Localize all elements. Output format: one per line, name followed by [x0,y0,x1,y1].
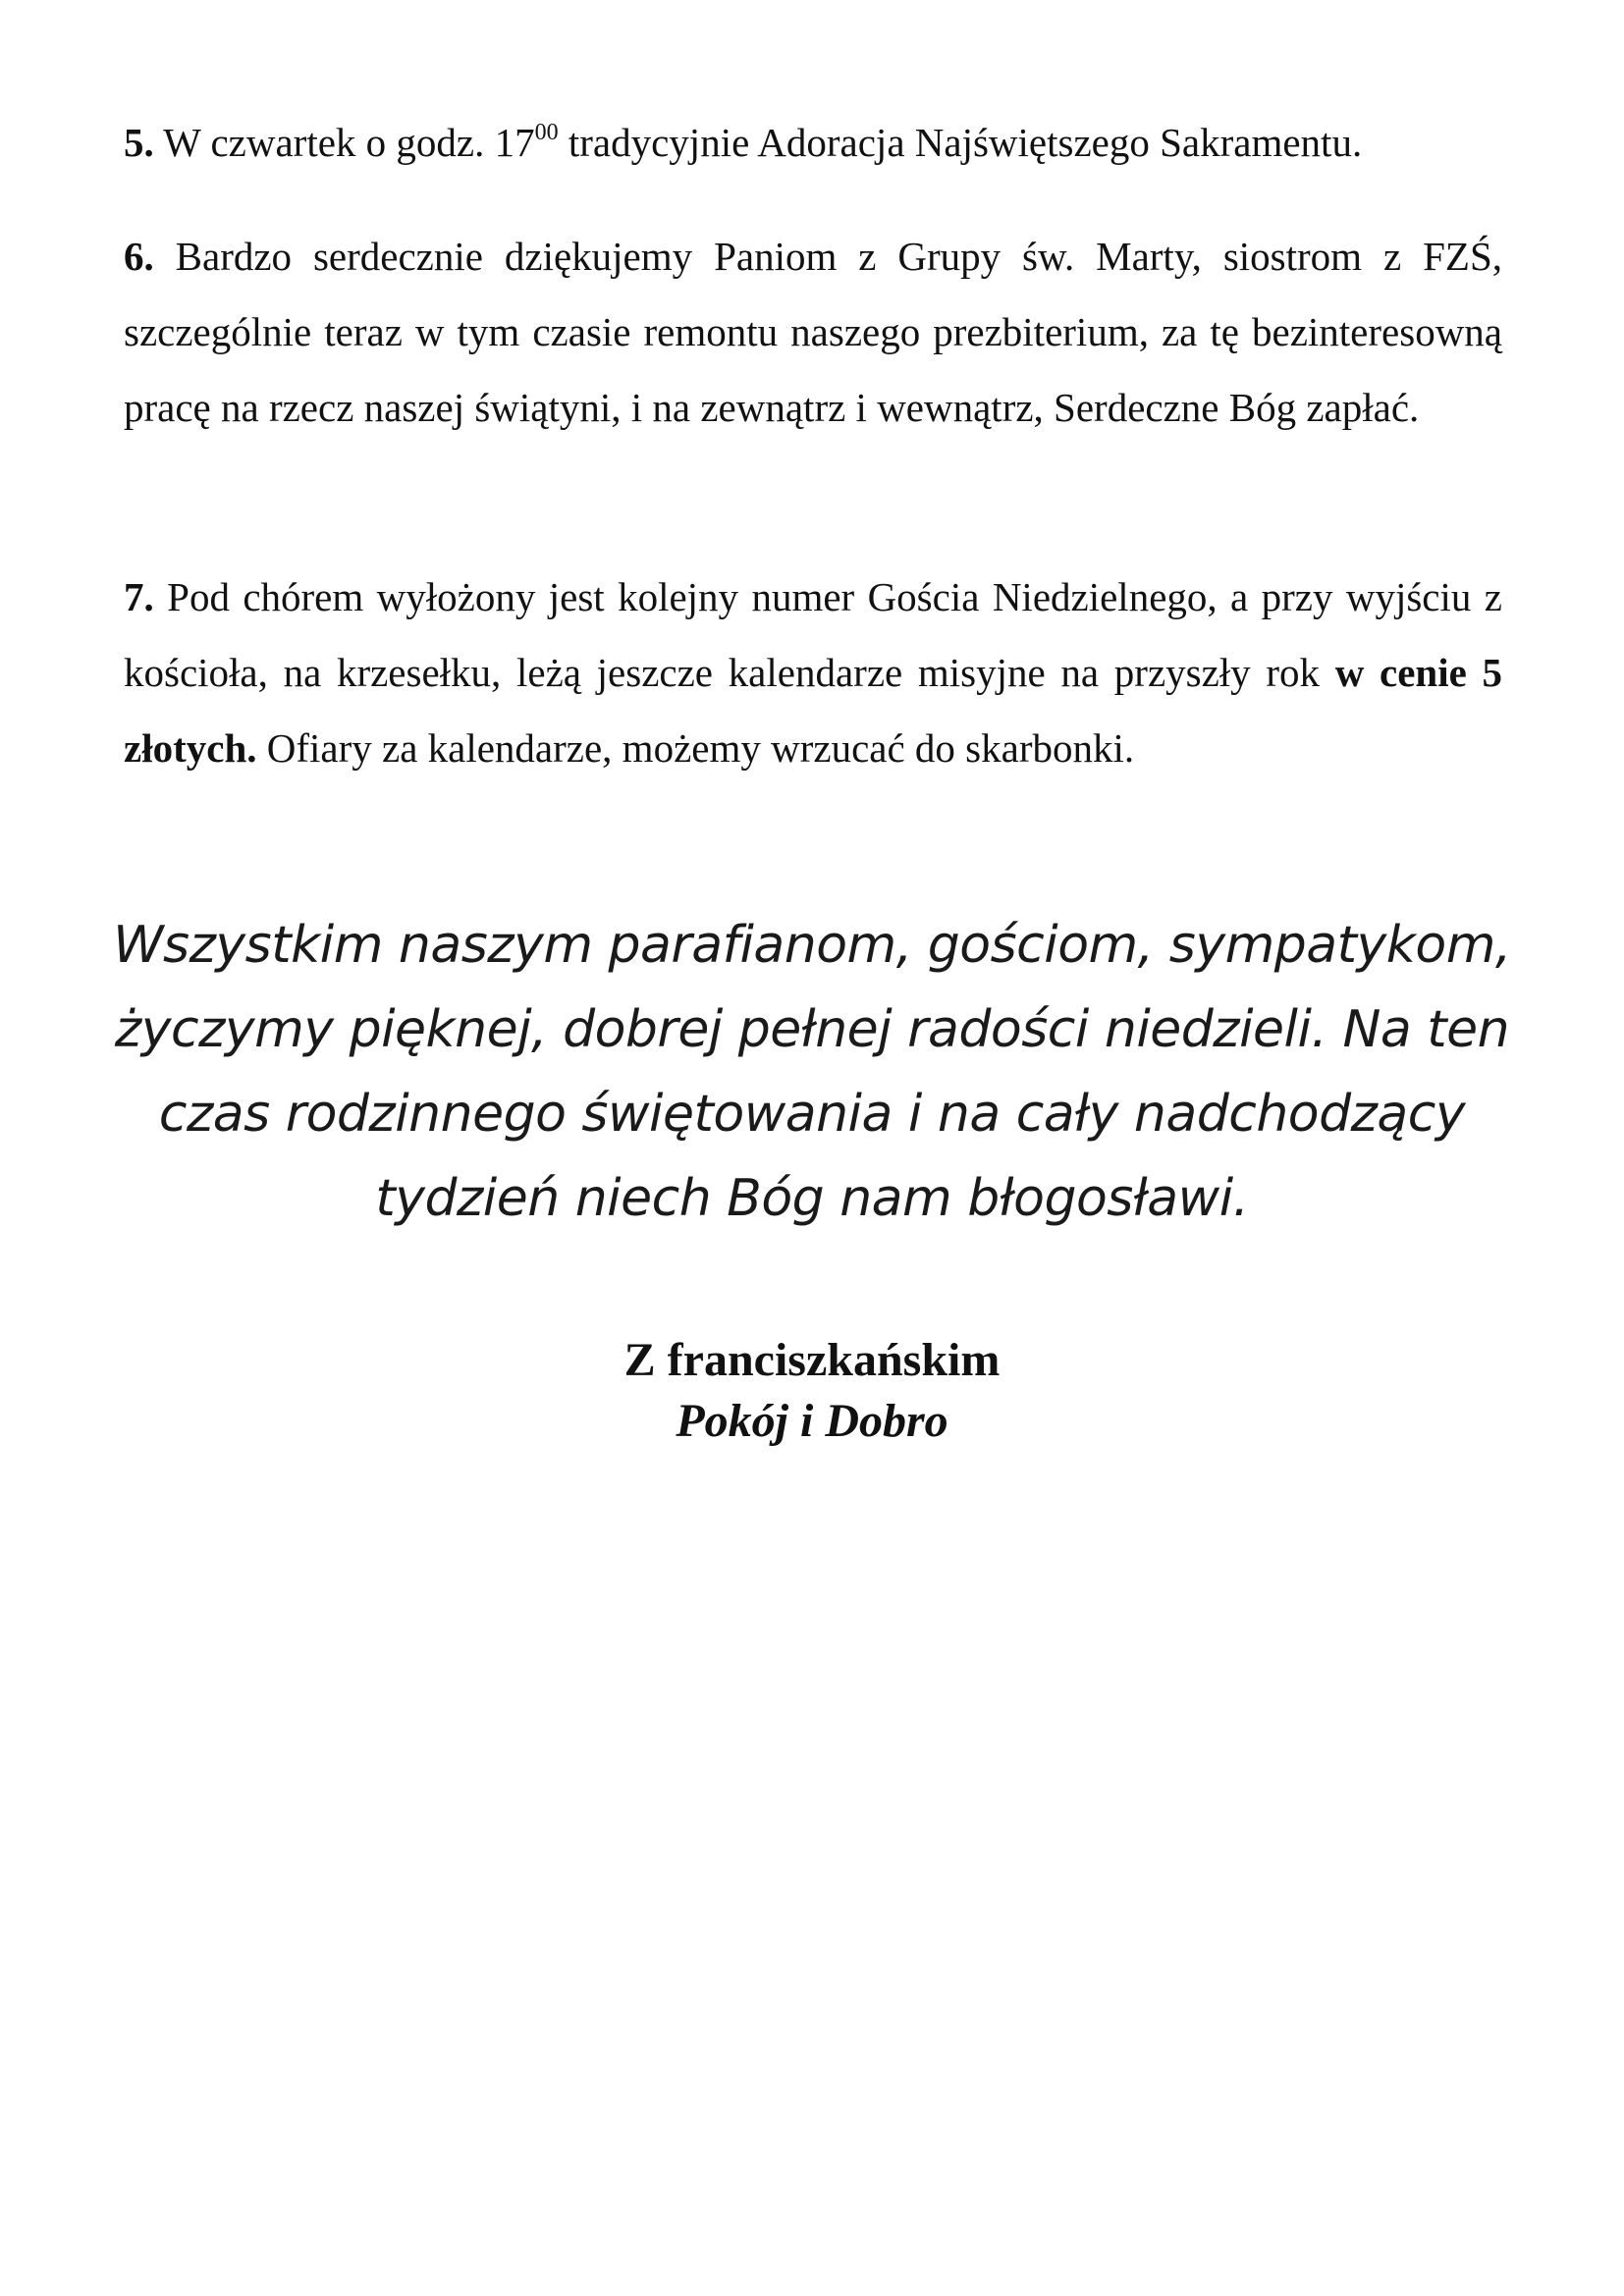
announcement-text: W czwartek o godz. 17 [153,120,535,165]
blessing-line: czas rodzinnego świętowania i na cały nadchodzący [158,1085,1466,1144]
signature-greeting: Z franciszkańskim [623,1334,1001,1386]
announcement-text: Pod chórem wyłożony jest kolejny numer Gościa Niedzielnego, a przy wyjściu z kościoła, na krzesełku, leżą jeszcze kalendarze misyjne na przyszły rok [124,574,1502,695]
announcement-text: tradycyjnie Adoracja Najświętszego Sakramentu. [558,120,1363,165]
blessing-message [98,903,1526,1241]
announcement-number: 5. [124,120,154,165]
announcement-number: 7. [124,574,154,619]
announcement-7 [124,560,1502,786]
blessing-line: Wszystkim naszym parafianom, gościom, sympatykom, [113,916,1511,975]
announcement-6 [124,219,1502,446]
announcement-5 [124,105,1502,181]
blessing-line: tydzień niech Bóg nam błogosławi. [375,1169,1249,1228]
blessing-line: życzymy pięknej, dobrej pełnej radości niedzieli. Na ten [114,1000,1510,1059]
price-highlight: w cenie 5 złotych. [124,650,1502,771]
announcement-text: Ofiary za kalendarze, możemy wrzucać do skarbonki. [256,725,1135,771]
announcement-text: Bardzo serdecznie dziękujemy Paniom z Grupy św. Marty, siostrom z FZŚ, szczególnie teraz w tym czasie remontu naszego prezbiterium, za tę bezinteresowną pracę na rzecz naszej świątyni, i na zewnątrz i wewnątrz, Serdeczne Bóg zapłać. [124,234,1502,430]
announcement-number: 6. [124,234,154,279]
signature-motto: Pokój i Dobro [676,1395,948,1447]
time-superscript: 00 [534,120,559,145]
